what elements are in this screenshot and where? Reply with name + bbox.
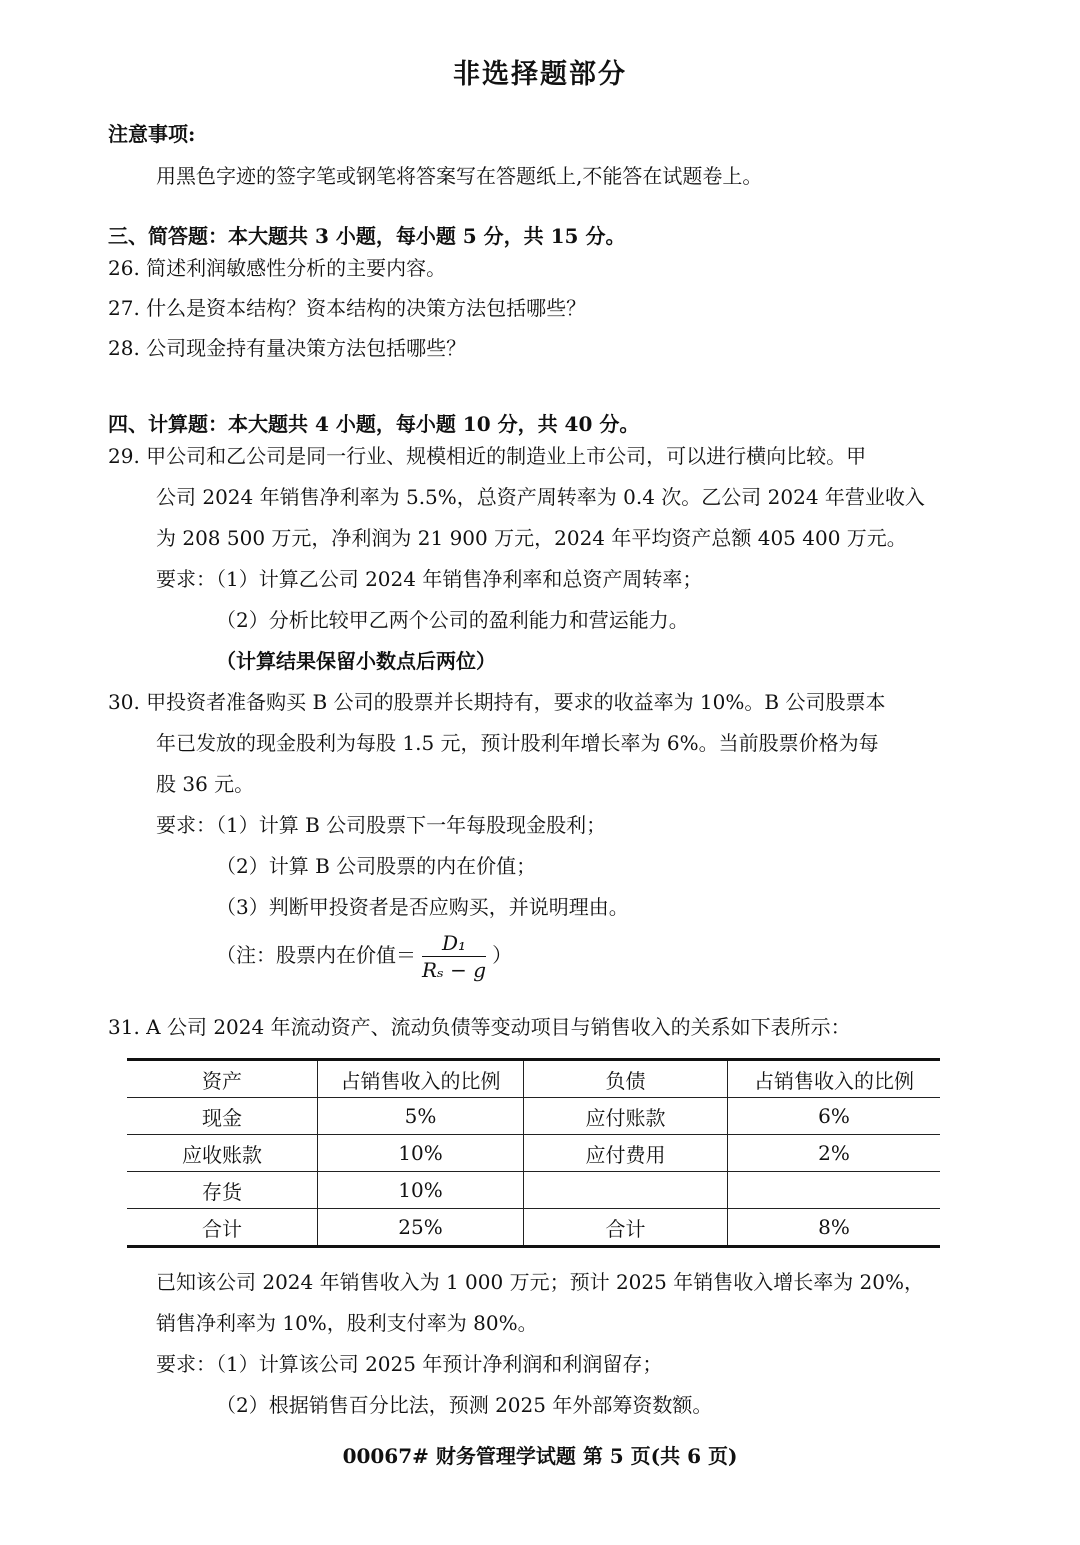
table-cell: 10% bbox=[318, 1135, 524, 1172]
formula-suffix: ） bbox=[492, 943, 513, 967]
formula-denominator: Rₛ − g bbox=[422, 958, 487, 982]
table-cell: 应付账款 bbox=[524, 1098, 728, 1135]
q29-line3: 为 208 500 万元，净利润为 21 900 万元，2024 年平均资产总额 405 400 万元。 bbox=[156, 526, 907, 550]
q30-req1: 要求：（1）计算 B 公司股票下一年每股现金股利； bbox=[156, 813, 607, 837]
formula-prefix: （注：股票内在价值＝ bbox=[216, 943, 416, 967]
table-row bbox=[127, 1209, 940, 1247]
q30-req2: （2）计算 B 公司股票的内在价值； bbox=[216, 854, 537, 878]
formula-numerator: D₁ bbox=[422, 930, 486, 957]
notice-text: 用黑色字迹的签字笔或钢笔将答案写在答题纸上,不能答在试题卷上。 bbox=[156, 164, 763, 188]
q29-line2: 公司 2024 年销售净利率为 5.5%，总资产周转率为 0.4 次。乙公司 2024 年营业收入 bbox=[156, 485, 925, 509]
question-26: 26. 简述利润敏感性分析的主要内容。 bbox=[108, 256, 447, 280]
table-header-cell: 占销售收入的比例 bbox=[318, 1060, 524, 1098]
page-footer: 00067# 财务管理学试题 第 5 页(共 6 页) bbox=[342, 1444, 738, 1468]
table-row bbox=[127, 1098, 940, 1135]
table-cell bbox=[524, 1172, 728, 1209]
table-header-cell: 占销售收入的比例 bbox=[728, 1060, 941, 1098]
table-header-cell: 资产 bbox=[127, 1060, 318, 1098]
table-cell: 6% bbox=[728, 1098, 941, 1135]
q30-line2: 年已发放的现金股利为每股 1.5 元，预计股利年增长率为 6%。当前股票价格为每 bbox=[156, 731, 879, 755]
q30-line3: 股 36 元。 bbox=[156, 772, 255, 796]
table-cell: 应收账款 bbox=[127, 1135, 318, 1172]
q31-after1: 已知该公司 2024 年销售收入为 1 000 万元；预计 2025 年销售收入增长率为 20%， bbox=[156, 1270, 925, 1294]
q29-note: （计算结果保留小数点后两位） bbox=[216, 649, 496, 673]
q30-line1: 30. 甲投资者准备购买 B 公司的股票并长期持有，要求的收益率为 10%。B 公司股票本 bbox=[108, 690, 886, 714]
table-row bbox=[127, 1135, 940, 1172]
q29-req1: 要求：（1）计算乙公司 2024 年销售净利率和总资产周转率； bbox=[156, 567, 703, 591]
q31-req1: 要求：（1）计算该公司 2025 年预计净利润和利润留存； bbox=[156, 1352, 663, 1376]
q29-req2: （2）分析比较甲乙两个公司的盈利能力和营运能力。 bbox=[216, 608, 689, 632]
ratio-table bbox=[127, 1058, 940, 1248]
table-cell bbox=[728, 1172, 941, 1209]
question-28: 28. 公司现金持有量决策方法包括哪些？ bbox=[108, 336, 467, 360]
formula-fraction bbox=[422, 930, 486, 983]
table-cell: 2% bbox=[728, 1135, 941, 1172]
table-cell: 10% bbox=[318, 1172, 524, 1209]
table-cell: 现金 bbox=[127, 1098, 318, 1135]
notice-heading: 注意事项: bbox=[108, 122, 196, 146]
table-cell: 合计 bbox=[524, 1209, 728, 1247]
table-cell: 存货 bbox=[127, 1172, 318, 1209]
table-cell: 5% bbox=[318, 1098, 524, 1135]
table-cell: 合计 bbox=[127, 1209, 318, 1247]
section4-heading: 四、计算题：本大题共 4 小题，每小题 10 分，共 40 分。 bbox=[108, 412, 640, 436]
q30-formula-note bbox=[216, 930, 512, 983]
table-header-row bbox=[127, 1060, 940, 1098]
section3-heading: 三、简答题：本大题共 3 小题，每小题 5 分，共 15 分。 bbox=[108, 224, 626, 248]
table-cell: 8% bbox=[728, 1209, 941, 1247]
table-row bbox=[127, 1172, 940, 1209]
q29-line1: 29. 甲公司和乙公司是同一行业、规模相近的制造业上市公司，可以进行横向比较。甲 bbox=[108, 444, 867, 468]
q31-req2: （2）根据销售百分比法，预测 2025 年外部筹资数额。 bbox=[216, 1393, 713, 1417]
table-cell: 25% bbox=[318, 1209, 524, 1247]
q31-intro: 31. A 公司 2024 年流动资产、流动负债等变动项目与销售收入的关系如下表所示： bbox=[108, 1015, 851, 1039]
q30-req3: （3）判断甲投资者是否应购买，并说明理由。 bbox=[216, 895, 629, 919]
question-27: 27. 什么是资本结构？资本结构的决策方法包括哪些？ bbox=[108, 296, 587, 320]
table-header-cell: 负债 bbox=[524, 1060, 728, 1098]
page-title: 非选择题部分 bbox=[453, 59, 627, 90]
q31-after2: 销售净利率为 10%，股利支付率为 80%。 bbox=[156, 1311, 538, 1335]
table-cell: 应付费用 bbox=[524, 1135, 728, 1172]
